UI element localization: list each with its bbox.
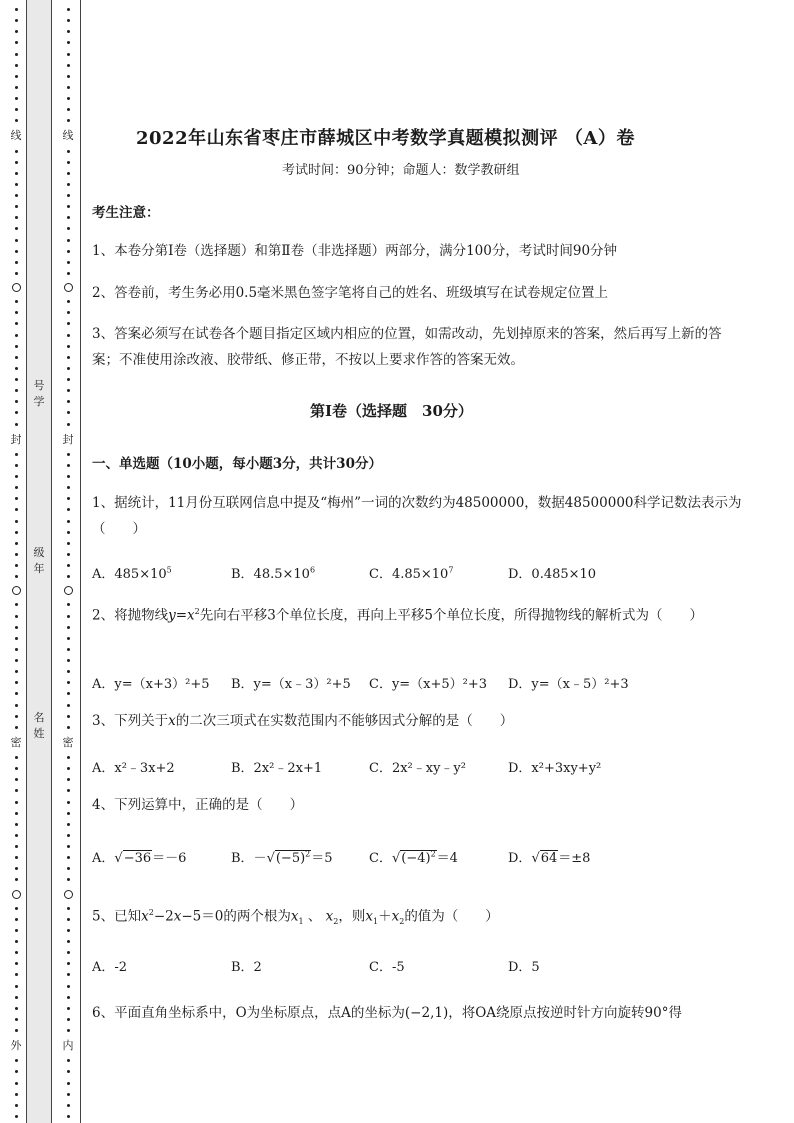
binding-dot (67, 626, 70, 629)
binding-dot (15, 637, 18, 640)
question-4-stem: 4、下列运算中，正确的是（ ） (92, 797, 304, 813)
binding-dot (67, 1007, 70, 1010)
q5-option-a: A．-2 (92, 960, 128, 975)
q4-option-b: B．$-√(-5)^2=5$ (231, 849, 333, 866)
binding-dot (15, 648, 18, 651)
binding-dot (67, 878, 70, 881)
binding-dot (67, 86, 70, 89)
binding-dot (67, 767, 70, 770)
binding-dot (15, 951, 18, 954)
binding-dot (15, 216, 18, 219)
student-number-label: 号 学 (33, 379, 45, 408)
binding-dot (67, 973, 70, 976)
question-6-stem: 6、平面直角坐标系中，O为坐标原点，点A的坐标为(−2,1)，将OA绕原点按逆时针方向旋转90°得 (92, 1005, 682, 1021)
q3-option-c: C．2x²﹣xy﹣y² (369, 761, 466, 776)
binding-dot (67, 378, 70, 381)
q5-option-b: B．2 (231, 960, 262, 975)
binding-dot (67, 1093, 70, 1096)
binding-dot (67, 681, 70, 684)
binding-dot (67, 1018, 70, 1021)
binding-dot (15, 962, 18, 965)
binding-dot (67, 962, 70, 965)
binding-dot (67, 951, 70, 954)
binding-dot (67, 553, 70, 556)
binding-dot (15, 715, 18, 718)
binding-dot (15, 389, 18, 392)
binding-dot (15, 356, 18, 359)
binding-dot (15, 1059, 18, 1062)
binding-dot (67, 834, 70, 837)
binding-dot (15, 75, 18, 78)
binding-dot (15, 929, 18, 932)
q5-option-d: D．5 (508, 960, 540, 975)
question-2-stem: 2、将抛物线$y=x^2$先向右平移3个单位长度，再向上平移5个单位长度，所得抛物线的解析式为（ ） (92, 607, 703, 624)
binding-dot (15, 261, 18, 264)
binding-dot (67, 531, 70, 534)
q2-option-a: A．y=（x+3）²+5 (92, 677, 210, 692)
question-5-stem: 5、已知$x^2-2x-5=0$的两个根为$x_1$ 、 $x_2$，则$x_1+x_2$的值为（ ） (92, 908, 499, 927)
binding-dot (15, 227, 18, 230)
binding-dot (15, 692, 18, 695)
binding-dot (67, 1059, 70, 1062)
binding-dot (15, 183, 18, 186)
binding-dot (67, 520, 70, 523)
binding-dot (67, 670, 70, 673)
binding-dot (15, 411, 18, 414)
binding-dot (15, 756, 18, 759)
binding-dot (15, 778, 18, 781)
binding-dot (67, 464, 70, 467)
binding-dot (67, 845, 70, 848)
binding-dot (67, 216, 70, 219)
binding-dot (15, 97, 18, 100)
binding-dot (15, 973, 18, 976)
binding-dot (15, 400, 18, 403)
binding-dot (15, 670, 18, 673)
binding-dot (15, 172, 18, 175)
binding-dot (67, 1029, 70, 1032)
question-4-options (92, 847, 752, 867)
binding-dot (15, 812, 18, 815)
notice-item-2: 2、答卷前，考生务必用0.5毫米黑色签字笔将自己的姓名、班级填写在试卷规定位置上 (92, 285, 609, 301)
binding-dot (67, 726, 70, 729)
binding-ring-icon (64, 586, 73, 595)
q1-option-d: D．0.485×10 (508, 567, 597, 582)
binding-ring-icon (12, 586, 21, 595)
binding-dot (15, 272, 18, 275)
binding-dot (15, 119, 18, 122)
binding-dot (67, 603, 70, 606)
page-title: 2022年山东省枣庄市薛城区中考数学真题模拟测评 （A）卷 (136, 128, 635, 149)
binding-dot (67, 161, 70, 164)
binding-dot (67, 856, 70, 859)
binding-dot (67, 205, 70, 208)
binding-dot (15, 659, 18, 662)
binding-dot (67, 119, 70, 122)
binding-dot (67, 789, 70, 792)
binding-dot (15, 250, 18, 253)
binding-dot (67, 272, 70, 275)
binding-dot (67, 8, 70, 11)
binding-dot (15, 940, 18, 943)
binding-dot (15, 322, 18, 325)
binding-dot (15, 53, 18, 56)
binding-dot (15, 1104, 18, 1107)
exam-info: 考试时间：90分钟；命题人：数学教研组 (282, 163, 520, 178)
binding-dot (67, 940, 70, 943)
binding-dot (15, 531, 18, 534)
binding-dot (15, 239, 18, 242)
binding-ring-icon (64, 283, 73, 292)
binding-dot (15, 1029, 18, 1032)
binding-dot (67, 648, 70, 651)
binding-dot (67, 508, 70, 511)
binding-dot (67, 867, 70, 870)
binding-mark: 外 (10, 1039, 22, 1053)
binding-dot (67, 400, 70, 403)
binding-dot (67, 300, 70, 303)
binding-dot (67, 227, 70, 230)
binding-dot (15, 334, 18, 337)
binding-dot (15, 1082, 18, 1085)
binding-dot (67, 704, 70, 707)
binding-dot (67, 985, 70, 988)
binding-dot (67, 41, 70, 44)
binding-dot (15, 789, 18, 792)
q5-option-c: C．-5 (369, 960, 405, 975)
binding-dot (67, 411, 70, 414)
notice-item-1: 1、本卷分第Ⅰ卷（选择题）和第Ⅱ卷（非选择题）两部分，满分100分，考试时间90分钟 (92, 243, 618, 259)
binding-dot (15, 1070, 18, 1073)
binding-dot (67, 250, 70, 253)
question-1-options (92, 563, 752, 583)
binding-dot (15, 1093, 18, 1096)
binding-dot (15, 486, 18, 489)
binding-dot (15, 311, 18, 314)
q4-option-a: A．√−36＝－6 (92, 851, 187, 866)
binding-mark: 密 (10, 735, 22, 749)
binding-dot (15, 615, 18, 618)
binding-ring-icon (12, 283, 21, 292)
binding-dot (15, 996, 18, 999)
binding-dot (15, 64, 18, 67)
binding-dot (15, 378, 18, 381)
binding-dot (15, 161, 18, 164)
binding-dot (67, 497, 70, 500)
question-1-stem: 1、据统计，11月份互联网信息中提及“梅州”一词的次数约为48500000，数据48500000科学记数法表示为（ ） (92, 495, 742, 537)
binding-dot (67, 97, 70, 100)
binding-dot (15, 423, 18, 426)
binding-dot (15, 681, 18, 684)
binding-dot (67, 475, 70, 478)
binding-dot (67, 756, 70, 759)
binding-dot (67, 423, 70, 426)
binding-dot (15, 845, 18, 848)
binding-dot (15, 918, 18, 921)
binding-dot (15, 1007, 18, 1010)
binding-dot (67, 542, 70, 545)
binding-dot (15, 801, 18, 804)
binding-info-strip (26, 0, 52, 1123)
q4-option-d: D．√64＝±8 (508, 851, 591, 866)
question-5-options (92, 956, 752, 976)
binding-dot-column-inner (60, 0, 76, 1123)
section-title: 第Ⅰ卷（选择题 30分） (310, 402, 473, 420)
binding-dot (67, 322, 70, 325)
binding-dot (67, 150, 70, 153)
binding-dot (67, 801, 70, 804)
binding-dot (15, 856, 18, 859)
question-3-options (92, 757, 752, 777)
binding-dot (15, 367, 18, 370)
q2-option-b: B．y=（x﹣3）²+5 (231, 677, 351, 692)
q2-option-c: C．y=（x+5）²+3 (369, 677, 488, 692)
binding-dot (67, 172, 70, 175)
binding-dot (15, 8, 18, 11)
binding-dot (15, 86, 18, 89)
binding-dot (67, 64, 70, 67)
binding-mark: 封 (62, 432, 74, 446)
binding-dot (15, 907, 18, 910)
binding-mark: 封 (10, 432, 22, 446)
binding-dot (15, 704, 18, 707)
binding-dot (67, 1082, 70, 1085)
binding-dot (15, 194, 18, 197)
binding-dot (15, 878, 18, 881)
binding-mark: 密 (62, 735, 74, 749)
q3-option-d: D．x²+3xy+y² (508, 761, 602, 776)
binding-dot (67, 1070, 70, 1073)
binding-dot (15, 300, 18, 303)
binding-dot (15, 19, 18, 22)
binding-dot-column-outer (8, 0, 24, 1123)
binding-dot (15, 553, 18, 556)
binding-border-line (80, 0, 81, 1123)
binding-dot (67, 564, 70, 567)
binding-dot (67, 389, 70, 392)
binding-dot (15, 564, 18, 567)
binding-dot (67, 311, 70, 314)
binding-dot (67, 615, 70, 618)
q3-option-a: A．x²﹣3x+2 (92, 761, 175, 776)
binding-dot (15, 30, 18, 33)
question-3-stem: 3、下列关于x的二次三项式在实数范围内不能够因式分解的是（ ） (92, 713, 514, 729)
binding-dot (67, 692, 70, 695)
binding-dot (15, 497, 18, 500)
binding-dot (67, 715, 70, 718)
q1-option-c: C．$4.85\times 10^7$ (369, 565, 454, 582)
binding-dot (15, 834, 18, 837)
binding-dot (15, 464, 18, 467)
binding-dot (67, 486, 70, 489)
binding-dot (67, 929, 70, 932)
binding-dot (15, 108, 18, 111)
part-title: 一、单选题（10小题，每小题3分，共计30分） (92, 456, 382, 472)
binding-dot (67, 823, 70, 826)
binding-dot (67, 53, 70, 56)
binding-dot (15, 508, 18, 511)
binding-dot (15, 767, 18, 770)
binding-dot (67, 334, 70, 337)
binding-dot (67, 778, 70, 781)
binding-dot (67, 19, 70, 22)
binding-dot (67, 453, 70, 456)
binding-dot (67, 194, 70, 197)
binding-ring-icon (12, 890, 21, 899)
q2-option-d: D．y=（x﹣5）²+3 (508, 677, 629, 692)
binding-dot (15, 575, 18, 578)
binding-dot (67, 30, 70, 33)
question-2-options (92, 673, 752, 693)
binding-dot (15, 475, 18, 478)
binding-dot (15, 41, 18, 44)
name-label: 名 姓 (33, 711, 45, 740)
binding-dot (67, 1115, 70, 1118)
binding-dot (67, 261, 70, 264)
binding-mark: 线 (62, 129, 74, 143)
binding-dot (15, 726, 18, 729)
binding-dot (67, 996, 70, 999)
q1-option-a: A．$485\times 10^5$ (92, 565, 172, 582)
binding-dot (15, 823, 18, 826)
binding-dot (67, 75, 70, 78)
binding-mark: 内 (62, 1039, 74, 1053)
binding-dot (67, 239, 70, 242)
binding-dot (67, 356, 70, 359)
binding-dot (15, 205, 18, 208)
q3-option-b: B．2x²﹣2x+1 (231, 761, 323, 776)
binding-dot (15, 542, 18, 545)
binding-dot (67, 918, 70, 921)
binding-dot (15, 1018, 18, 1021)
binding-dot (15, 985, 18, 988)
binding-dot (15, 867, 18, 870)
binding-dot (15, 345, 18, 348)
binding-dot (67, 345, 70, 348)
q1-option-b: B．$48.5\times 10^6$ (231, 565, 316, 582)
grade-label: 级 年 (33, 546, 45, 575)
binding-dot (67, 907, 70, 910)
binding-dot (15, 520, 18, 523)
binding-dot (67, 637, 70, 640)
notice-item-3: 3、答案必须写在试卷各个题目指定区域内相应的位置，如需改动，先划掉原来的答案，然后再写上新的答案；不准使用涂改液、胶带纸、修正带，不按以上要求作答的答案无效。 (92, 326, 722, 368)
binding-dot (67, 1104, 70, 1107)
binding-dot (15, 1115, 18, 1118)
q4-option-c: C．$√(-4)^2=4$ (369, 849, 458, 866)
notice-title: 考生注意： (92, 205, 160, 221)
binding-dot (15, 453, 18, 456)
binding-dot (15, 150, 18, 153)
binding-ring-icon (64, 890, 73, 899)
binding-dot (67, 812, 70, 815)
binding-dot (67, 183, 70, 186)
binding-dot (15, 603, 18, 606)
binding-dot (67, 367, 70, 370)
binding-dot (67, 575, 70, 578)
binding-dot (67, 659, 70, 662)
binding-dot (67, 108, 70, 111)
binding-dot (15, 626, 18, 629)
binding-mark: 线 (10, 129, 22, 143)
